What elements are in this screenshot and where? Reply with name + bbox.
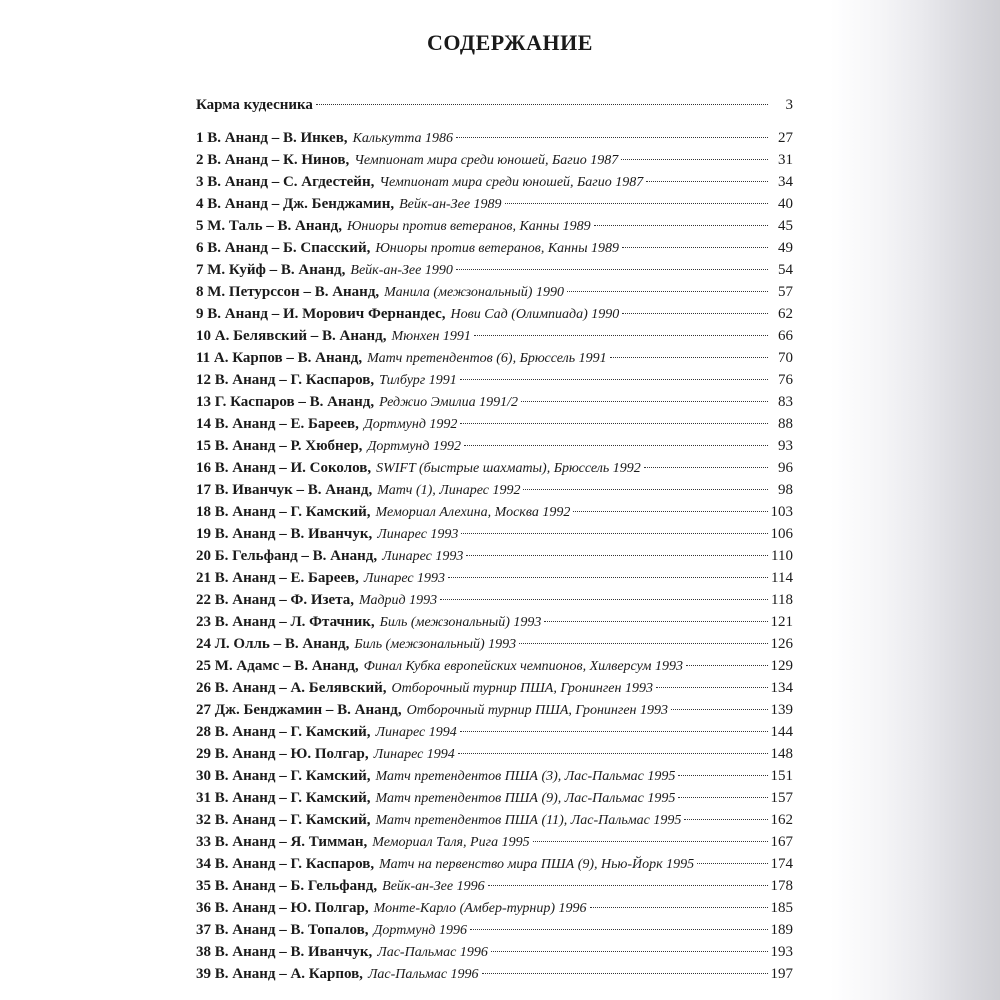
dot-leader — [533, 841, 768, 842]
toc-entry — [196, 259, 793, 281]
game-event: Биль (межзональный) 1993 — [354, 637, 517, 652]
dot-leader — [656, 687, 768, 688]
page-number: 134 — [770, 680, 793, 696]
game-players: 18 В. Ананд – Г. Камский, — [196, 504, 371, 520]
game-event: Матч (1), Линарес 1992 — [377, 483, 521, 498]
page-number: 98 — [778, 482, 793, 498]
page-number: 148 — [770, 746, 793, 762]
dot-leader — [519, 643, 767, 644]
page-number: 197 — [770, 966, 793, 982]
game-event: Юниоры против ветеранов, Канны 1989 — [375, 241, 620, 256]
dot-leader — [573, 511, 767, 512]
page-title: СОДЕРЖАНИЕ — [427, 30, 593, 55]
page-number: 62 — [778, 306, 793, 322]
game-event: Вейк-ан-Зее 1996 — [382, 879, 485, 894]
game-event: Матч претендентов ПША (11), Лас-Пальмас 1995 — [375, 813, 682, 828]
toc-entry — [196, 699, 793, 721]
page-number: 70 — [778, 350, 793, 366]
toc-entry — [196, 325, 793, 347]
dot-leader — [464, 445, 768, 446]
toc-entry — [196, 391, 793, 413]
dot-leader — [521, 401, 768, 402]
page-number: 114 — [771, 570, 793, 586]
page-number: 88 — [778, 416, 793, 432]
dot-leader — [491, 951, 768, 952]
game-event: Юниоры против ветеранов, Канны 1989 — [346, 219, 591, 234]
toc-entry — [196, 875, 793, 897]
toc-entry — [196, 149, 793, 171]
page-number: 129 — [770, 658, 793, 674]
toc-entry — [196, 589, 793, 611]
page-number: 57 — [778, 284, 793, 300]
table-of-contents — [196, 93, 793, 985]
game-event: Дортмунд 1996 — [373, 923, 467, 938]
page-number: 193 — [770, 944, 793, 960]
game-event: Вейк-ан-Зее 1989 — [399, 197, 502, 212]
game-event: Матч на первенство мира ПША (9), Нью-Йорк 1995 — [379, 857, 695, 872]
game-event: Линарес 1993 — [363, 571, 446, 586]
game-players: 11 А. Карпов – В. Ананд, — [196, 350, 363, 366]
dot-leader — [544, 621, 767, 622]
page-number: 178 — [770, 878, 793, 894]
game-players: 37 В. Ананд – В. Топалов, — [196, 922, 369, 938]
page-number: 106 — [770, 526, 793, 542]
page-number: 83 — [778, 394, 793, 410]
page-number: 54 — [778, 262, 793, 278]
toc-entry — [196, 413, 793, 435]
game-players: 26 В. Ананд – А. Белявский, — [196, 680, 387, 696]
page-number: 103 — [770, 504, 793, 520]
game-players: 30 В. Ананд – Г. Камский, — [196, 768, 371, 784]
toc-entry — [196, 193, 793, 215]
page-number: 96 — [778, 460, 793, 476]
game-event: Мемориал Алехина, Москва 1992 — [375, 505, 571, 520]
page-number: 76 — [778, 372, 793, 388]
game-event: Матч претендентов ПША (9), Лас-Пальмас 1995 — [375, 791, 676, 806]
game-players: 25 М. Адамс – В. Ананд, — [196, 658, 359, 674]
game-event: Матч претендентов ПША (3), Лас-Пальмас 1995 — [375, 769, 676, 784]
game-players: 39 В. Ананд – А. Карпов, — [196, 966, 363, 982]
game-event: Чемпионат мира среди юношей, Багио 1987 — [354, 153, 619, 168]
dot-leader — [456, 269, 768, 270]
page-number: 126 — [770, 636, 793, 652]
dot-leader — [644, 467, 768, 468]
game-event: Мюнхен 1991 — [391, 329, 471, 344]
dot-leader — [448, 577, 768, 578]
toc-entry — [196, 369, 793, 391]
toc-entry — [196, 853, 793, 875]
dot-leader — [460, 423, 768, 424]
game-event: Линарес 1994 — [373, 747, 455, 762]
page-number: 151 — [770, 768, 793, 784]
game-event: Нови Сад (Олимпиада) 1990 — [450, 307, 620, 322]
game-players: 36 В. Ананд – Ю. Полгар, — [196, 900, 369, 916]
game-players: 19 В. Ананд – В. Иванчук, — [196, 526, 373, 542]
game-players: 9 В. Ананд – И. Морович Фернандес, — [196, 306, 446, 322]
page-number: 110 — [771, 548, 793, 564]
intro-title: Карма кудесника — [196, 97, 313, 113]
game-players: 21 В. Ананд – Е. Бареев, — [196, 570, 359, 586]
dot-leader — [470, 929, 768, 930]
game-players: 16 В. Ананд – И. Соколов, — [196, 460, 372, 476]
game-event: Реджио Эмилиа 1991/2 — [379, 395, 519, 410]
game-players: 1 В. Ананд – В. Инкев, — [196, 130, 348, 146]
game-players: 7 М. Куйф – В. Ананд, — [196, 262, 346, 278]
dot-leader — [686, 665, 768, 666]
toc-entry — [196, 281, 793, 303]
dot-leader — [684, 819, 767, 820]
game-players: 20 Б. Гельфанд – В. Ананд, — [196, 548, 378, 564]
dot-leader — [474, 335, 768, 336]
game-players: 29 В. Ананд – Ю. Полгар, — [196, 746, 369, 762]
game-players: 14 В. Ананд – Е. Бареев, — [196, 416, 359, 432]
toc-entry — [196, 655, 793, 677]
page-number: 157 — [770, 790, 793, 806]
page-number: 31 — [778, 152, 793, 168]
game-event: Мемориал Таля, Рига 1995 — [372, 835, 530, 850]
page-number: 27 — [778, 130, 793, 146]
game-event: Финал Кубка европейских чемпионов, Хилверсум 1993 — [363, 659, 683, 674]
game-event: Калькутта 1986 — [352, 131, 453, 146]
page-number: 45 — [778, 218, 793, 234]
toc-entry — [196, 435, 793, 457]
game-event: Отборочный турнир ПША, Гронинген 1993 — [391, 681, 653, 696]
dot-leader — [622, 313, 768, 314]
page-edge-shadow — [830, 0, 1000, 1000]
toc-entry — [196, 897, 793, 919]
game-players: 38 В. Ананд – В. Иванчук, — [196, 944, 373, 960]
toc-entry — [196, 677, 793, 699]
game-event: Лас-Пальмас 1996 — [377, 945, 488, 960]
game-event: Манила (межзональный) 1990 — [384, 285, 564, 300]
game-players: 17 В. Иванчук – В. Ананд, — [196, 482, 373, 498]
dot-leader — [488, 885, 768, 886]
dot-leader — [594, 225, 768, 226]
dot-leader — [456, 137, 768, 138]
toc-entry — [196, 523, 793, 545]
dot-leader — [460, 379, 768, 380]
dot-leader — [316, 104, 768, 105]
page-number: 189 — [770, 922, 793, 938]
game-players: 8 М. Петурссон – В. Ананд, — [196, 284, 380, 300]
game-event: Дортмунд 1992 — [367, 439, 461, 454]
game-players: 3 В. Ананд – С. Агдестейн, — [196, 174, 375, 190]
toc-entry — [196, 941, 793, 963]
game-event: Линарес 1993 — [382, 549, 464, 564]
page-number: 139 — [770, 702, 793, 718]
game-players: 6 В. Ананд – Б. Спасский, — [196, 240, 371, 256]
toc-entry — [196, 501, 793, 523]
dot-leader — [567, 291, 768, 292]
game-event: Вейк-ан-Зее 1990 — [350, 263, 453, 278]
dot-leader — [505, 203, 768, 204]
dot-leader — [621, 159, 768, 160]
game-event: Отборочный турнир ПША, Гронинген 1993 — [406, 703, 668, 718]
toc-entry — [196, 743, 793, 765]
game-players: 34 В. Ананд – Г. Каспаров, — [196, 856, 375, 872]
dot-leader — [610, 357, 768, 358]
toc-entry — [196, 765, 793, 787]
toc-entry — [196, 611, 793, 633]
game-players: 15 В. Ананд – Р. Хюбнер, — [196, 438, 363, 454]
game-players: 33 В. Ананд – Я. Тимман, — [196, 834, 368, 850]
page-number: 40 — [778, 196, 793, 212]
page-number: 144 — [770, 724, 793, 740]
game-players: 13 Г. Каспаров – В. Ананд, — [196, 394, 375, 410]
intro-page-number: 3 — [785, 97, 793, 113]
dot-leader — [523, 489, 768, 490]
dot-leader — [590, 907, 768, 908]
game-players: 27 Дж. Бенджамин – В. Ананд, — [196, 702, 402, 718]
dot-leader — [461, 533, 767, 534]
toc-entry — [196, 127, 793, 149]
toc-intro-entry — [196, 93, 793, 117]
toc-entry — [196, 171, 793, 193]
dot-leader — [458, 753, 768, 754]
page-number: 118 — [771, 592, 793, 608]
game-event: SWIFT (быстрые шахматы), Брюссель 1992 — [376, 461, 641, 476]
dot-leader — [482, 973, 768, 974]
game-players: 23 В. Ананд – Л. Фтачник, — [196, 614, 375, 630]
game-players: 35 В. Ананд – Б. Гельфанд, — [196, 878, 378, 894]
page-number: 93 — [778, 438, 793, 454]
dot-leader — [678, 775, 767, 776]
game-event: Тилбург 1991 — [379, 373, 457, 388]
game-event: Лас-Пальмас 1996 — [367, 967, 479, 982]
dot-leader — [646, 181, 768, 182]
page-number: 49 — [778, 240, 793, 256]
toc-entry — [196, 303, 793, 325]
toc-entry — [196, 721, 793, 743]
game-players: 10 А. Белявский – В. Ананд, — [196, 328, 387, 344]
dot-leader — [440, 599, 768, 600]
toc-entry — [196, 633, 793, 655]
game-event: Линарес 1993 — [377, 527, 459, 542]
page-number: 162 — [770, 812, 793, 828]
dot-leader — [466, 555, 768, 556]
game-event: Мадрид 1993 — [359, 593, 438, 608]
page-number: 34 — [778, 174, 793, 190]
page-number: 66 — [778, 328, 793, 344]
page-number: 185 — [770, 900, 793, 916]
game-players: 28 В. Ананд – Г. Камский, — [196, 724, 371, 740]
game-players: 12 В. Ананд – Г. Каспаров, — [196, 372, 375, 388]
page-number: 121 — [770, 614, 793, 630]
game-players: 32 В. Ананд – Г. Камский, — [196, 812, 371, 828]
toc-entry — [196, 831, 793, 853]
dot-leader — [460, 731, 768, 732]
toc-entry — [196, 479, 793, 501]
game-event: Биль (межзональный) 1993 — [379, 615, 542, 630]
game-players: 5 М. Таль – В. Ананд, — [196, 218, 342, 234]
toc-entry — [196, 545, 793, 567]
game-players: 22 В. Ананд – Ф. Изета, — [196, 592, 354, 608]
toc-entry — [196, 237, 793, 259]
page-number: 174 — [770, 856, 793, 872]
toc-entry — [196, 457, 793, 479]
game-event: Матч претендентов (6), Брюссель 1991 — [367, 351, 607, 366]
toc-entry — [196, 567, 793, 589]
game-players: 2 В. Ананд – К. Нинов, — [196, 152, 350, 168]
dot-leader — [622, 247, 768, 248]
toc-entry — [196, 787, 793, 809]
game-players: 31 В. Ананд – Г. Камский, — [196, 790, 371, 806]
toc-entry — [196, 347, 793, 369]
toc-entry — [196, 963, 793, 985]
game-players: 24 Л. Олль – В. Ананд, — [196, 636, 350, 652]
game-event: Линарес 1994 — [375, 725, 457, 740]
page-number: 167 — [770, 834, 793, 850]
dot-leader — [678, 797, 767, 798]
toc-entry — [196, 809, 793, 831]
dot-leader — [671, 709, 768, 710]
game-event: Чемпионат мира среди юношей, Багио 1987 — [379, 175, 644, 190]
game-event: Дортмунд 1992 — [363, 417, 458, 432]
game-event: Монте-Карло (Амбер-турнир) 1996 — [373, 901, 587, 916]
toc-entry — [196, 215, 793, 237]
dot-leader — [697, 863, 767, 864]
game-players: 4 В. Ананд – Дж. Бенджамин, — [196, 196, 395, 212]
toc-entry — [196, 919, 793, 941]
